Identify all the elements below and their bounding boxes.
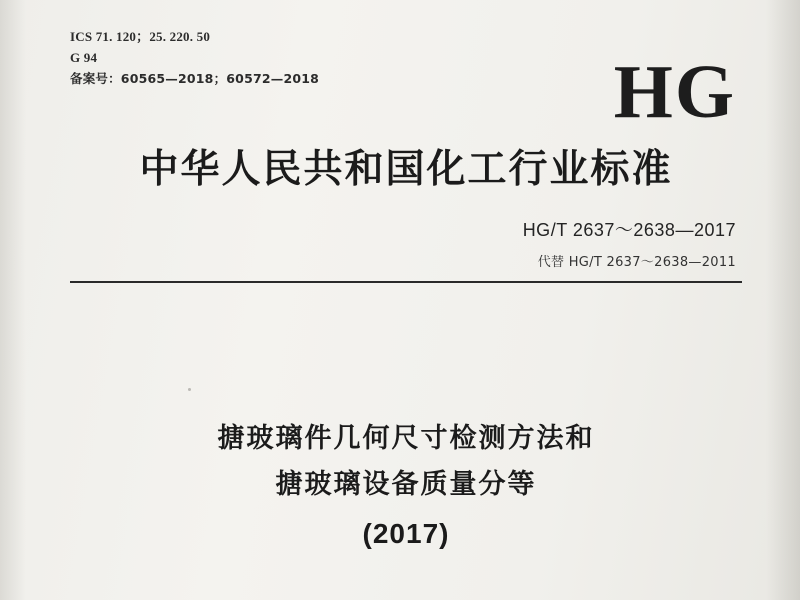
horizontal-divider (70, 281, 742, 283)
header-codes-block (70, 26, 319, 89)
paper-speck (188, 388, 191, 391)
ics-code: ICS 71. 120；25. 220. 50 (70, 29, 211, 44)
replaced-standard: 代替 HG/T 2637～2638—2011 (537, 255, 736, 270)
standard-number-block (523, 216, 736, 270)
document-title-line-1: 搪玻璃件几何尺寸检测方法和 (217, 423, 595, 454)
classification-code: G 94 (70, 50, 98, 65)
document-year: (2017) (362, 518, 450, 549)
page-title: 中华人民共和国化工行业标准 (139, 147, 673, 192)
hg-logo-mark: HG (613, 50, 736, 134)
standard-number: HG/T 2637～2638—2017 (522, 220, 736, 240)
cover-content (70, 26, 742, 582)
record-number: 备案号：60565—2018；60572—2018 (70, 71, 320, 86)
document-title-block (70, 416, 742, 550)
document-title-line-2: 搪玻璃设备质量分等 (275, 469, 537, 500)
